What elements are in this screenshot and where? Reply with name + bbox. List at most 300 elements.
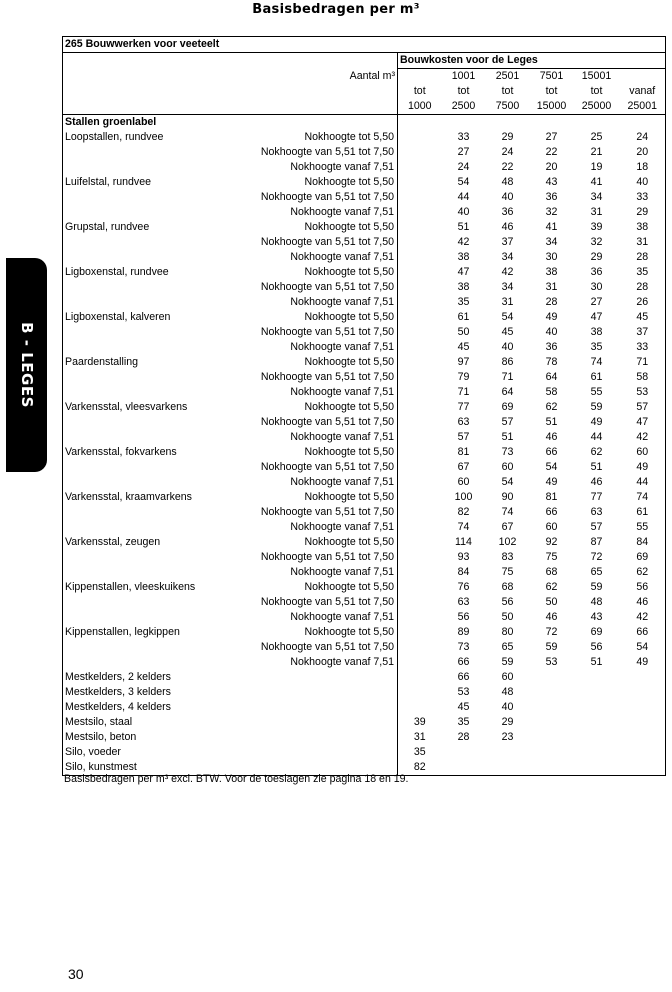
value-cell: 40 [501, 341, 514, 353]
value-cell: 38 [457, 251, 470, 263]
value-cell: 41 [590, 176, 603, 188]
value-cell: 61 [620, 505, 666, 520]
value-cell: 114 [455, 536, 472, 548]
row-subcategory: Nokhoogte van 5,51 tot 7,50 [260, 596, 394, 608]
row-subcategory: Nokhoogte tot 5,50 [304, 266, 394, 278]
value-cell: 83 [501, 551, 514, 563]
value-cell [574, 760, 620, 776]
value-cell [530, 670, 574, 685]
value-cell: 39 [413, 716, 426, 728]
value-cell: 48 [590, 596, 603, 608]
value-cell: 73 [501, 446, 514, 458]
table-row [63, 595, 666, 610]
row-label-cell [63, 355, 398, 370]
value-cell: 47 [620, 415, 666, 430]
value-cell: 54 [545, 461, 558, 473]
row-subcategory: Nokhoogte van 5,51 tot 7,50 [260, 191, 394, 203]
value-cell: 49 [620, 460, 666, 475]
row-subcategory: Nokhoogte van 5,51 tot 7,50 [260, 281, 394, 293]
value-cell: 89 [457, 626, 470, 638]
row-subcategory: Nokhoogte tot 5,50 [304, 536, 394, 548]
value-cell: 24 [620, 130, 666, 145]
value-cell [574, 730, 620, 745]
row-subcategory: Nokhoogte van 5,51 tot 7,50 [260, 371, 394, 383]
row-subcategory: Nokhoogte van 5,51 tot 7,50 [260, 416, 394, 428]
value-cell [530, 715, 574, 730]
row-label-cell [63, 415, 398, 430]
value-cell [442, 760, 486, 776]
row-subcategory: Nokhoogte vanaf 7,51 [290, 521, 394, 533]
column-header-3: 2500 [442, 99, 486, 115]
value-cell [398, 400, 442, 415]
value-cell [398, 520, 442, 535]
column-header-1: 7501 [539, 70, 564, 82]
table-row [63, 430, 666, 445]
value-cell: 49 [545, 476, 558, 488]
row-label-cell [63, 475, 398, 490]
value-cell: 34 [545, 236, 558, 248]
table-row [63, 685, 666, 700]
value-cell: 74 [620, 490, 666, 505]
value-cell [442, 745, 486, 760]
value-cell: 39 [590, 221, 603, 233]
value-cell [398, 295, 442, 310]
value-cell [574, 715, 620, 730]
value-cell [620, 760, 666, 776]
value-cell [398, 460, 442, 475]
column-header-3: 25001 [620, 99, 666, 115]
value-cell: 49 [590, 416, 603, 428]
value-cell [530, 700, 574, 715]
value-cell: 36 [545, 341, 558, 353]
value-cell: 51 [590, 656, 603, 668]
value-cell: 38 [545, 266, 558, 278]
value-cell: 31 [545, 281, 558, 293]
value-cell: 68 [501, 581, 514, 593]
value-cell: 81 [545, 491, 558, 503]
table-row [63, 460, 666, 475]
value-cell: 65 [501, 641, 514, 653]
value-cell [398, 655, 442, 670]
value-cell: 71 [501, 371, 514, 383]
value-cell: 40 [620, 175, 666, 190]
value-cell: 62 [590, 446, 603, 458]
value-cell [398, 280, 442, 295]
table-row [63, 130, 666, 145]
value-cell: 42 [501, 266, 514, 278]
value-cell: 93 [457, 551, 470, 563]
value-cell: 64 [545, 371, 558, 383]
table-row [63, 580, 666, 595]
table-row [63, 205, 666, 220]
row-subcategory: Nokhoogte tot 5,50 [304, 446, 394, 458]
value-cell: 53 [545, 656, 558, 668]
value-cell: 62 [545, 581, 558, 593]
value-cell: 56 [590, 641, 603, 653]
value-cell: 30 [590, 281, 603, 293]
table-title: 265 Bouwwerken voor veeteelt [63, 37, 666, 53]
value-cell: 27 [590, 296, 603, 308]
value-cell: 35 [457, 716, 470, 728]
table-row [63, 400, 666, 415]
value-cell: 49 [620, 655, 666, 670]
table-row [63, 730, 666, 745]
value-cell: 71 [620, 355, 666, 370]
row-label-cell [63, 625, 398, 640]
value-cell: 18 [620, 160, 666, 175]
table-row [63, 640, 666, 655]
value-cell: 67 [501, 521, 514, 533]
value-cell: 67 [457, 461, 470, 473]
column-header-3: 1000 [398, 99, 442, 115]
row-label-cell [63, 565, 398, 580]
row-subcategory: Nokhoogte vanaf 7,51 [290, 656, 394, 668]
value-cell: 56 [457, 611, 470, 623]
table-row [63, 235, 666, 250]
value-cell: 51 [590, 461, 603, 473]
table-row [63, 715, 666, 730]
value-cell [398, 385, 442, 400]
row-label-cell [63, 220, 398, 235]
value-cell: 51 [457, 221, 470, 233]
value-cell [398, 505, 442, 520]
table-row [63, 610, 666, 625]
value-cell [398, 670, 442, 685]
column-header-1: 2501 [495, 70, 520, 82]
value-cell [398, 160, 442, 175]
value-cell: 33 [620, 190, 666, 205]
table-row [63, 145, 666, 160]
row-subcategory: Nokhoogte van 5,51 tot 7,50 [260, 461, 394, 473]
value-cell: 19 [590, 161, 603, 173]
table-row [63, 535, 666, 550]
value-cell: 36 [501, 206, 514, 218]
value-cell: 34 [501, 281, 514, 293]
value-cell: 78 [545, 356, 558, 368]
value-cell [398, 535, 442, 550]
value-cell [398, 430, 442, 445]
value-cell: 60 [501, 671, 514, 683]
value-cell: 87 [590, 536, 603, 548]
row-label-cell [63, 640, 398, 655]
row-subcategory: Nokhoogte tot 5,50 [304, 491, 394, 503]
value-cell: 20 [545, 161, 558, 173]
row-name: Mestkelders, 2 kelders [65, 671, 171, 683]
value-cell: 73 [457, 641, 470, 653]
row-name: Mestsilo, beton [65, 731, 137, 743]
value-cell: 69 [620, 550, 666, 565]
column-header-2: vanaf [620, 84, 666, 99]
value-cell: 34 [590, 191, 603, 203]
row-subcategory: Nokhoogte vanaf 7,51 [290, 386, 394, 398]
value-cell: 60 [620, 445, 666, 460]
value-cell: 28 [545, 296, 558, 308]
column-header-2: tot [545, 85, 558, 97]
column-header-1: 1001 [451, 70, 476, 82]
value-cell: 43 [545, 176, 558, 188]
value-cell: 45 [501, 326, 514, 338]
value-cell: 72 [545, 626, 558, 638]
value-cell [574, 685, 620, 700]
row-name: Kippenstallen, vleeskuikens [65, 581, 196, 593]
table-row [63, 520, 666, 535]
value-cell: 56 [501, 596, 514, 608]
value-cell: 59 [545, 641, 558, 653]
row-subcategory: Nokhoogte tot 5,50 [304, 221, 394, 233]
column-header-2: tot [501, 85, 514, 97]
value-cell: 60 [545, 521, 558, 533]
row-name: Kippenstallen, legkippen [65, 626, 180, 638]
value-cell [398, 355, 442, 370]
value-cell [398, 565, 442, 580]
value-cell: 77 [590, 491, 603, 503]
value-cell [398, 205, 442, 220]
value-cell: 55 [620, 520, 666, 535]
row-label-cell [63, 385, 398, 400]
value-cell: 42 [457, 236, 470, 248]
value-cell: 54 [620, 640, 666, 655]
row-subcategory: Nokhoogte tot 5,50 [304, 176, 394, 188]
table-row [63, 490, 666, 505]
row-subcategory: Nokhoogte vanaf 7,51 [290, 341, 394, 353]
row-name: Mestsilo, staal [65, 716, 133, 728]
row-subcategory: Nokhoogte van 5,51 tot 7,50 [260, 641, 394, 653]
row-subcategory: Nokhoogte vanaf 7,51 [290, 611, 394, 623]
row-name: Varkensstal, fokvarkens [65, 446, 177, 458]
value-cell: 48 [501, 176, 514, 188]
value-cell: 65 [590, 566, 603, 578]
row-label-cell [63, 745, 398, 760]
table-row [63, 550, 666, 565]
value-cell: 28 [620, 280, 666, 295]
value-cell: 61 [590, 371, 603, 383]
value-cell [398, 130, 442, 145]
value-cell: 44 [620, 475, 666, 490]
row-label-cell [63, 235, 398, 250]
value-cell: 48 [501, 686, 514, 698]
value-cell: 84 [620, 535, 666, 550]
table-row [63, 355, 666, 370]
row-label-cell [63, 670, 398, 685]
table-row [63, 445, 666, 460]
value-cell: 53 [620, 385, 666, 400]
value-cell: 57 [457, 431, 470, 443]
value-cell [398, 220, 442, 235]
row-name: Grupstal, rundvee [65, 221, 150, 233]
value-cell: 31 [620, 235, 666, 250]
value-cell: 54 [457, 176, 470, 188]
value-cell: 26 [620, 295, 666, 310]
row-label-cell [63, 265, 398, 280]
row-label-cell [63, 205, 398, 220]
table-row [63, 295, 666, 310]
value-cell: 27 [545, 131, 558, 143]
value-cell [620, 745, 666, 760]
value-cell: 58 [545, 386, 558, 398]
value-cell [530, 685, 574, 700]
row-label-cell [63, 535, 398, 550]
table-row [63, 160, 666, 175]
row-label-cell [63, 370, 398, 385]
value-cell: 62 [620, 565, 666, 580]
table-row [63, 250, 666, 265]
value-cell: 92 [545, 536, 558, 548]
value-cell: 29 [590, 251, 603, 263]
value-cell: 47 [457, 266, 470, 278]
row-label-cell [63, 490, 398, 505]
value-cell: 80 [501, 626, 514, 638]
value-cell: 56 [620, 580, 666, 595]
value-cell [398, 340, 442, 355]
value-cell: 43 [590, 611, 603, 623]
row-name: Paardenstalling [65, 356, 139, 368]
value-cell: 35 [620, 265, 666, 280]
row-name: Varkensstal, kraamvarkens [65, 491, 192, 503]
column-header-3: 15000 [530, 99, 574, 115]
value-cell: 28 [620, 250, 666, 265]
value-cell: 31 [590, 206, 603, 218]
value-cell: 57 [590, 521, 603, 533]
column-header-1 [398, 69, 442, 85]
row-label-cell [63, 325, 398, 340]
value-cell: 63 [457, 596, 470, 608]
value-cell [398, 310, 442, 325]
value-cell [398, 595, 442, 610]
table-row [63, 565, 666, 580]
table-row [63, 670, 666, 685]
value-cell: 23 [501, 731, 514, 743]
row-subcategory: Nokhoogte van 5,51 tot 7,50 [260, 146, 394, 158]
value-cell [398, 145, 442, 160]
value-cell [620, 670, 666, 685]
row-label-cell [63, 505, 398, 520]
value-cell [530, 745, 574, 760]
value-cell: 66 [457, 656, 470, 668]
value-cell: 44 [590, 431, 603, 443]
row-label-cell [63, 730, 398, 745]
value-cell: 46 [501, 221, 514, 233]
value-cell: 47 [590, 311, 603, 323]
value-cell: 86 [501, 356, 514, 368]
table-row [63, 220, 666, 235]
value-cell: 33 [457, 131, 470, 143]
value-cell: 63 [590, 506, 603, 518]
table-row [63, 340, 666, 355]
value-cell: 54 [501, 311, 514, 323]
value-cell [398, 265, 442, 280]
value-cell: 53 [457, 686, 470, 698]
value-cell: 59 [501, 656, 514, 668]
value-cell [398, 700, 442, 715]
row-label-cell [63, 595, 398, 610]
row-subcategory: Nokhoogte van 5,51 tot 7,50 [260, 506, 394, 518]
value-cell [398, 490, 442, 505]
row-label-cell [63, 400, 398, 415]
row-subcategory: Nokhoogte van 5,51 tot 7,50 [260, 551, 394, 563]
row-label-cell [63, 175, 398, 190]
row-subcategory: Nokhoogte tot 5,50 [304, 356, 394, 368]
section-label: Stallen groenlabel [63, 115, 398, 131]
value-cell [398, 370, 442, 385]
value-cell: 38 [457, 281, 470, 293]
row-subcategory: Nokhoogte tot 5,50 [304, 581, 394, 593]
row-name: Silo, kunstmest [65, 761, 137, 773]
row-name: Ligboxenstal, rundvee [65, 266, 169, 278]
value-cell [398, 610, 442, 625]
value-cell: 69 [590, 626, 603, 638]
row-label-cell [63, 700, 398, 715]
value-cell [398, 685, 442, 700]
value-cell: 100 [454, 491, 473, 503]
row-subcategory: Nokhoogte vanaf 7,51 [290, 476, 394, 488]
table-row [63, 385, 666, 400]
footnote: Basisbedragen per m³ excl. BTW. Voor de toeslagen zie pagina 18 en 19. [64, 773, 409, 785]
row-label-cell [63, 340, 398, 355]
value-cell [398, 175, 442, 190]
row-label-cell [63, 685, 398, 700]
value-cell: 50 [545, 596, 558, 608]
value-cell: 68 [545, 566, 558, 578]
value-cell: 81 [457, 446, 470, 458]
row-subcategory: Nokhoogte tot 5,50 [304, 131, 394, 143]
value-cell [620, 700, 666, 715]
value-cell: 46 [620, 595, 666, 610]
aantal-label: Aantal m³ [63, 69, 398, 85]
value-cell: 45 [457, 341, 470, 353]
value-cell: 21 [590, 146, 603, 158]
row-name: Varkensstal, vleesvarkens [65, 401, 188, 413]
value-cell: 31 [413, 731, 426, 743]
value-cell: 32 [590, 236, 603, 248]
value-cell [530, 730, 574, 745]
value-cell: 24 [457, 161, 470, 173]
row-label-cell [63, 610, 398, 625]
value-cell: 38 [620, 220, 666, 235]
row-subcategory: Nokhoogte vanaf 7,51 [290, 566, 394, 578]
table-row [63, 325, 666, 340]
value-cell: 50 [457, 326, 470, 338]
value-cell: 37 [501, 236, 514, 248]
table-row [63, 175, 666, 190]
value-cell [486, 745, 530, 760]
table-row [63, 505, 666, 520]
fee-table [62, 36, 666, 776]
row-label-cell [63, 295, 398, 310]
value-cell: 50 [501, 611, 514, 623]
value-cell: 40 [501, 191, 514, 203]
value-cell [620, 730, 666, 745]
column-header-2: tot [457, 85, 470, 97]
value-cell: 63 [457, 416, 470, 428]
row-subcategory: Nokhoogte vanaf 7,51 [290, 431, 394, 443]
page-title: Basisbedragen per m³ [252, 2, 420, 17]
value-cell: 75 [545, 551, 558, 563]
table-row [63, 370, 666, 385]
value-cell: 42 [620, 610, 666, 625]
value-cell [398, 475, 442, 490]
table-row [63, 415, 666, 430]
value-cell: 59 [590, 401, 603, 413]
value-cell: 57 [620, 400, 666, 415]
value-cell: 44 [457, 191, 470, 203]
value-cell [398, 190, 442, 205]
value-cell: 54 [501, 476, 514, 488]
value-cell: 29 [501, 716, 514, 728]
value-cell: 45 [457, 701, 470, 713]
row-subcategory: Nokhoogte van 5,51 tot 7,50 [260, 236, 394, 248]
value-cell: 51 [545, 416, 558, 428]
value-cell: 28 [457, 731, 470, 743]
